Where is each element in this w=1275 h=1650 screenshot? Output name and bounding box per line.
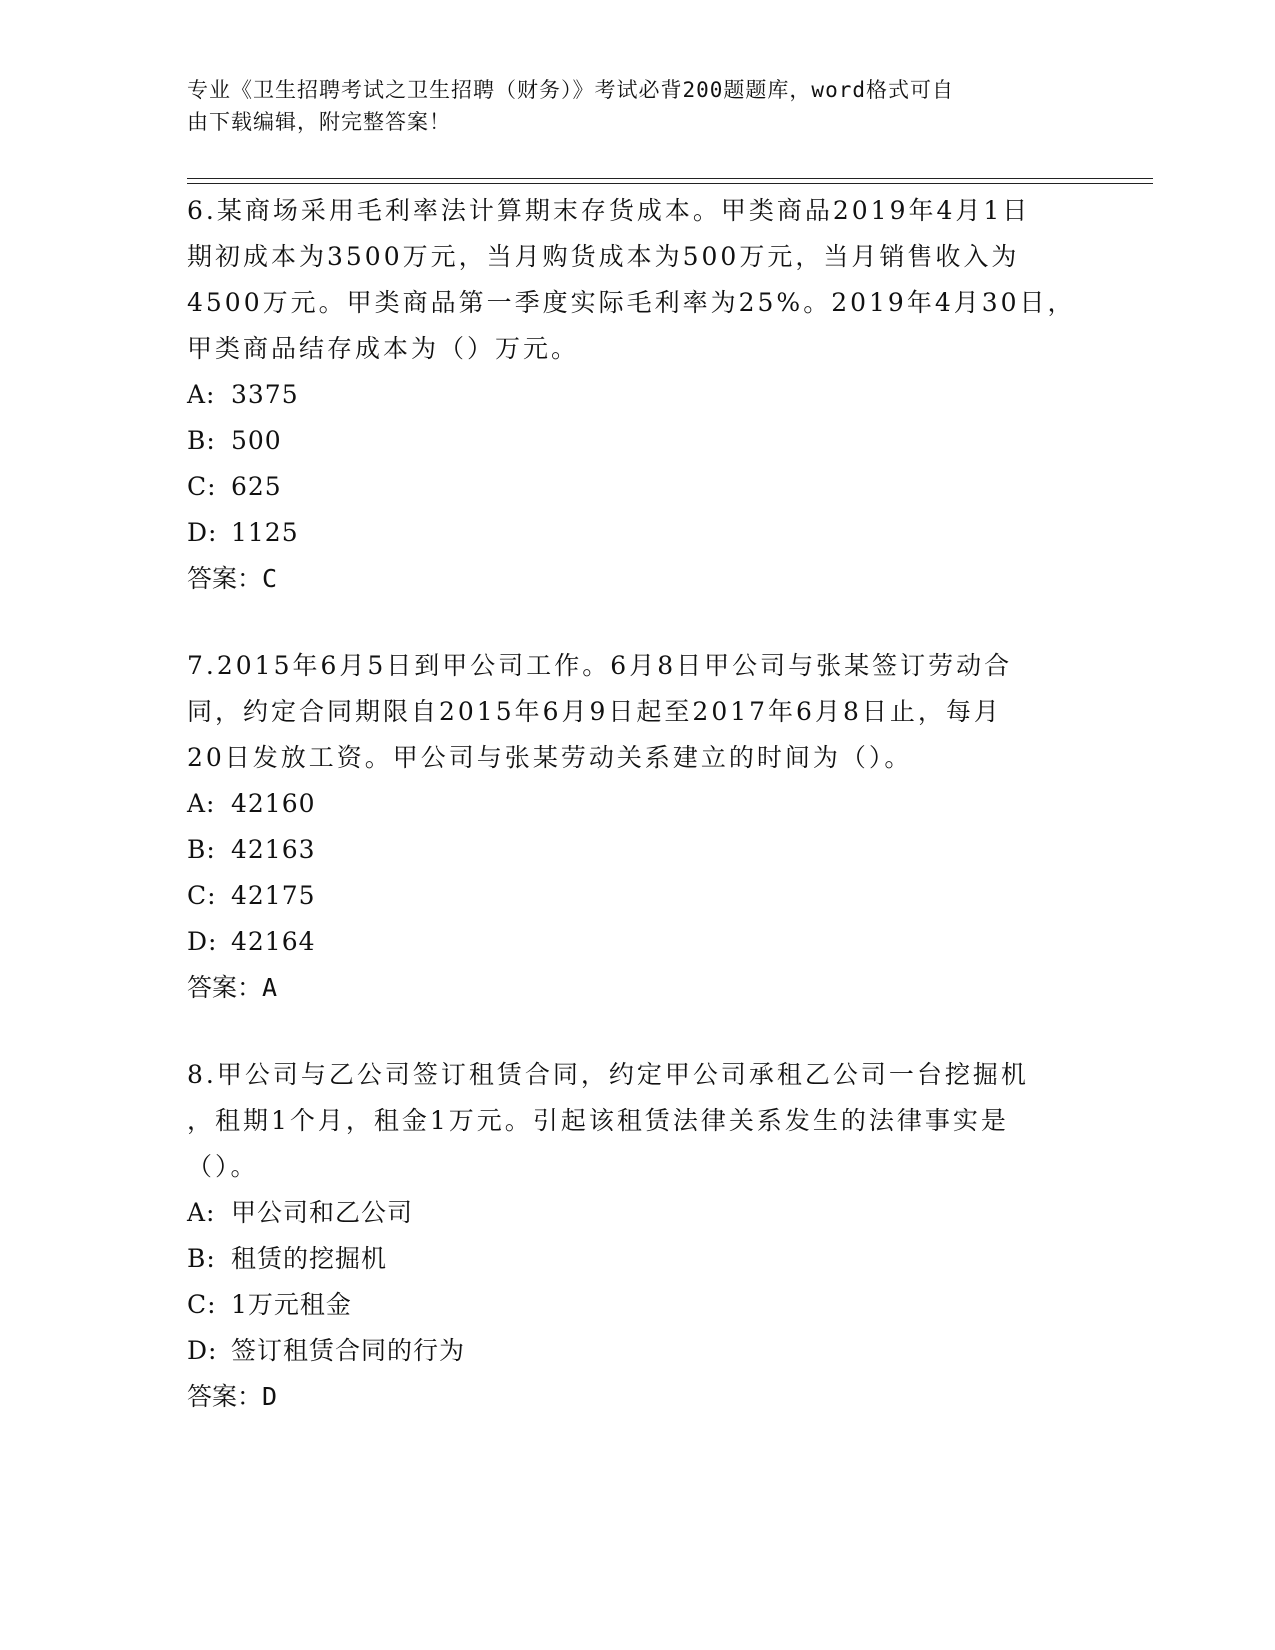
option-b xyxy=(187,827,1087,873)
option-letter: C: xyxy=(187,472,217,501)
option-a xyxy=(187,1190,1087,1236)
header-divider-bottom xyxy=(187,183,1153,184)
header-line-2: 由下载编辑，附完整答案！ xyxy=(187,110,451,134)
option-letter: D: xyxy=(187,518,218,547)
question-7 xyxy=(187,643,1087,1011)
question-stem-line: 20日发放工资。甲公司与张某劳动关系建立的时间为（）。 xyxy=(187,743,913,772)
option-text: 租赁的挖掘机 xyxy=(231,1244,388,1273)
option-b xyxy=(187,418,1087,464)
question-stem-line: 6.某商场采用毛利率法计算期末存货成本。甲类商品2019年4月1日 xyxy=(187,196,1031,225)
option-text: 625 xyxy=(231,472,282,501)
question-stem-line: 同，约定合同期限自2015年6月9日起至2017年6月8日止，每月 xyxy=(187,697,1002,726)
option-letter: C: xyxy=(187,1290,217,1319)
answer-line: 答案：D xyxy=(187,1382,278,1411)
option-text: 500 xyxy=(231,426,282,455)
option-text: 3375 xyxy=(231,380,299,409)
answer-line: 答案：A xyxy=(187,973,278,1002)
option-c xyxy=(187,873,1087,919)
option-text: 42160 xyxy=(231,789,316,818)
question-stem-line: （）。 xyxy=(187,1152,259,1181)
question-6 xyxy=(187,188,1087,602)
option-text: 42175 xyxy=(231,881,316,910)
option-letter: B: xyxy=(187,426,216,455)
option-text: 1125 xyxy=(231,518,299,547)
header-divider-top xyxy=(187,178,1153,179)
option-b xyxy=(187,1236,1087,1282)
question-stem-line: 8.甲公司与乙公司签订租赁合同，约定甲公司承租乙公司一台挖掘机 xyxy=(187,1060,1029,1089)
option-c xyxy=(187,1282,1087,1328)
option-d xyxy=(187,1328,1087,1374)
question-stem-line: 7.2015年6月5日到甲公司工作。6月8日甲公司与张某签订劳动合 xyxy=(187,651,1013,680)
option-text: 签订租赁合同的行为 xyxy=(231,1336,466,1365)
option-text: 1万元租金 xyxy=(231,1290,352,1319)
option-text: 42164 xyxy=(231,927,316,956)
question-8 xyxy=(187,1052,1087,1420)
option-a xyxy=(187,372,1087,418)
option-text: 甲公司和乙公司 xyxy=(231,1198,414,1227)
option-d xyxy=(187,510,1087,556)
option-letter: A: xyxy=(187,380,216,409)
question-stem-line: 期初成本为3500万元，当月购货成本为500万元，当月销售收入为 xyxy=(187,242,1020,271)
option-letter: B: xyxy=(187,835,216,864)
option-letter: A: xyxy=(187,789,216,818)
document-header xyxy=(187,74,1067,138)
header-line-1: 专业《卫生招聘考试之卫生招聘（财务）》考试必背200题题库，word格式可自 xyxy=(187,78,954,102)
answer-line: 答案：C xyxy=(187,564,278,593)
option-d xyxy=(187,919,1087,965)
option-letter: C: xyxy=(187,881,217,910)
option-letter: D: xyxy=(187,1336,218,1365)
question-stem-line: 4500万元。甲类商品第一季度实际毛利率为25%。2019年4月30日， xyxy=(187,288,1076,317)
option-a xyxy=(187,781,1087,827)
option-letter: A: xyxy=(187,1198,216,1227)
option-letter: D: xyxy=(187,927,218,956)
option-text: 42163 xyxy=(231,835,316,864)
option-letter: B: xyxy=(187,1244,216,1273)
option-c xyxy=(187,464,1087,510)
question-stem-line: ，租期1个月，租金1万元。引起该租赁法律关系发生的法律事实是 xyxy=(187,1106,1009,1135)
question-stem-line: 甲类商品结存成本为（）万元。 xyxy=(187,334,580,363)
